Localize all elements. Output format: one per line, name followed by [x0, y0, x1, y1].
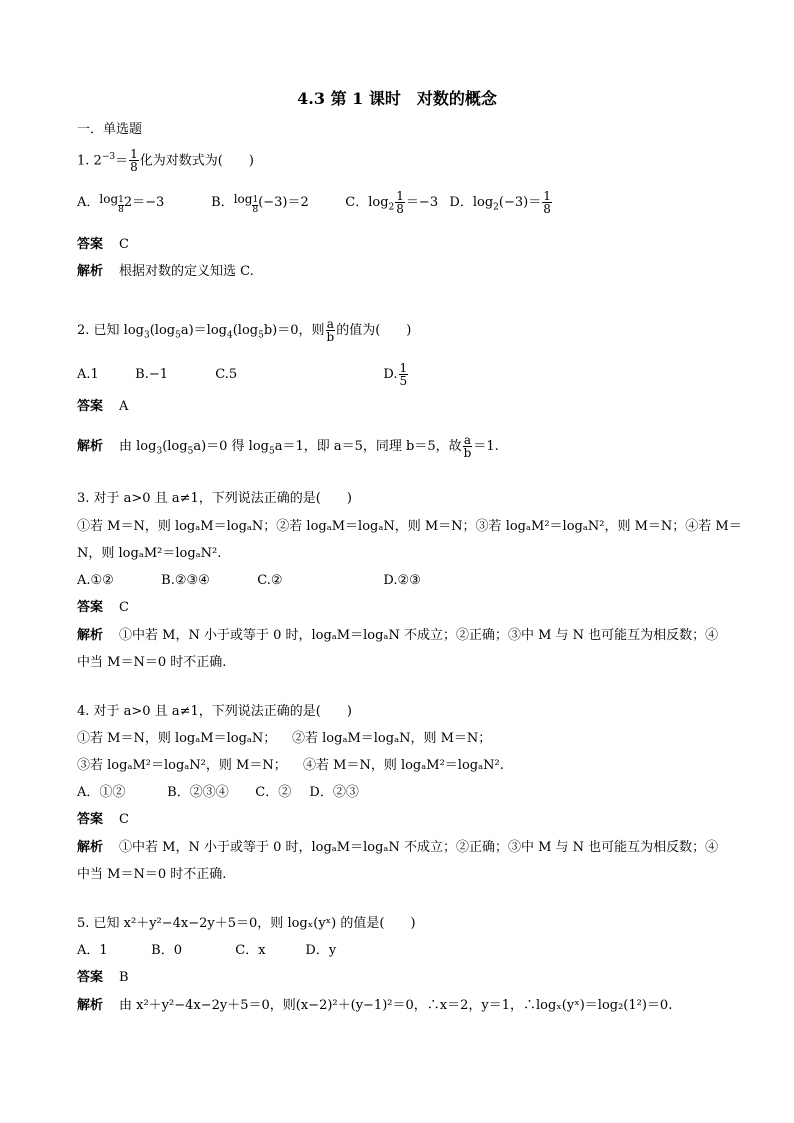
q3-stem: 3. 对于 a>0 且 a≠1，下列说法正确的是( ) — [77, 491, 352, 506]
q3-option-c: C.② — [257, 573, 283, 588]
q4-option-c: C．② — [255, 785, 292, 800]
q1-answer: 答案 C — [77, 237, 129, 252]
q3-option-d: D.②③ — [383, 573, 421, 588]
q5-option-c: C．x — [235, 943, 266, 958]
q1-analysis: 解析 根据对数的定义知选 C. — [77, 264, 254, 279]
q5-analysis: 解析 由 x²＋y²−4x−2y＋5＝0，则(x−2)²＋(y−1)²＝0，∴x＝2，y＝1，∴logₓ(yˣ)＝log₂(1²)＝0. — [77, 998, 673, 1013]
fraction: $\frac{1}{8}$ — [130, 147, 138, 175]
q5-stem: 5. 已知 x²＋y²−4x−2y＋5＝0，则 logₓ(yˣ) 的值是( ) — [77, 916, 416, 931]
q3-option-a: A.①② — [77, 573, 114, 588]
q3-options — [77, 572, 421, 590]
q2-analysis: 解析 由 $\log_3(\log_5a)=0$ 得 $\log_5a=1$，即 a＝5，同理 b＝5，故 $\frac{a}{b}$ ＝1. — [77, 433, 499, 460]
q2-option-d: D. $\frac{1}{5}$ — [383, 361, 408, 388]
q3-analysis-1: 解析 ①中若 M，N 小于或等于 0 时，logₐM＝logₐN 不成立；②正确；③中 M 与 N 也可能互为相反数；④ — [77, 628, 719, 643]
q4-option-d: D．②③ — [309, 785, 359, 800]
q3-statements-2: N，则 logₐM²＝logₐN². — [77, 546, 222, 561]
q4-stem: 4. 对于 a>0 且 a≠1，下列说法正确的是( ) — [77, 704, 352, 719]
q2-option-b: B.−1 — [135, 367, 168, 382]
q5-option-b: B．0 — [151, 943, 182, 958]
q3-statements-1: ①若 M＝N，则 logₐM＝logₐN；②若 logₐM＝logₐN，则 M＝N；③若 logₐM²＝logₐN²，则 M＝N；④若 M＝ — [77, 519, 742, 534]
q4-analysis-2: 中当 M＝N＝0 时不正确. — [77, 867, 227, 882]
q2-option-a: A.1 — [77, 367, 99, 382]
page-title: 4.3 第 1 课时 对数的概念 — [297, 89, 497, 108]
q1-option-b: B．log $\frac{1}{8}$ (−3)＝2 — [211, 192, 309, 215]
q1-stem: 1. $2^{-3}=$ $\frac{1}{8}$ 化为对数式为( ) — [77, 147, 254, 175]
q4-analysis-1: 解析 ①中若 M，N 小于或等于 0 时，logₐM＝logₐN 不成立；②正确；③中 M 与 N 也可能互为相反数；④ — [77, 840, 719, 855]
q1-option-d: D．$\log_2(-3)=$ $\frac{1}{8}$ — [449, 189, 551, 216]
q4-statements-2: ③若 logₐM²＝logₐN²，则 M＝N； ④若 M＝N，则 logₐM²＝logₐN². — [77, 758, 504, 773]
q5-answer: 答案 B — [77, 970, 129, 985]
q4-options — [77, 784, 359, 802]
q5-options — [77, 942, 336, 960]
section-heading: 一．单选题 — [77, 122, 143, 137]
q5-option-d: D．y — [305, 943, 337, 958]
q4-answer: 答案 C — [77, 812, 129, 827]
q5-option-a: A．1 — [77, 943, 108, 958]
q2-answer: 答案 A — [77, 399, 129, 414]
q1-options — [77, 190, 553, 217]
q2-option-c: C.5 — [215, 367, 238, 382]
q4-option-b: B．②③④ — [167, 785, 229, 800]
q3-option-b: B.②③④ — [161, 573, 210, 588]
q4-statements-1: ①若 M＝N，则 logₐM＝logₐN； ②若 logₐM＝logₐN，则 M＝N； — [77, 731, 492, 746]
q2-stem: 2. 已知 $\log_3(\log_5a)=\log_4(\log_5b)=0$，则 $\frac{a}{b}$ 的值为( ) — [77, 317, 412, 344]
q3-analysis-2: 中当 M＝N＝0 时不正确. — [77, 655, 227, 670]
q3-answer: 答案 C — [77, 600, 129, 615]
q2-options — [77, 362, 409, 387]
q1-option-c: C．$\log_2$ $\frac{1}{8}$ ＝−3 — [345, 189, 439, 216]
q4-option-a: A．①② — [77, 785, 126, 800]
q1-option-a: A．log $\frac{1}{8}$ 2＝−3 — [77, 192, 165, 215]
